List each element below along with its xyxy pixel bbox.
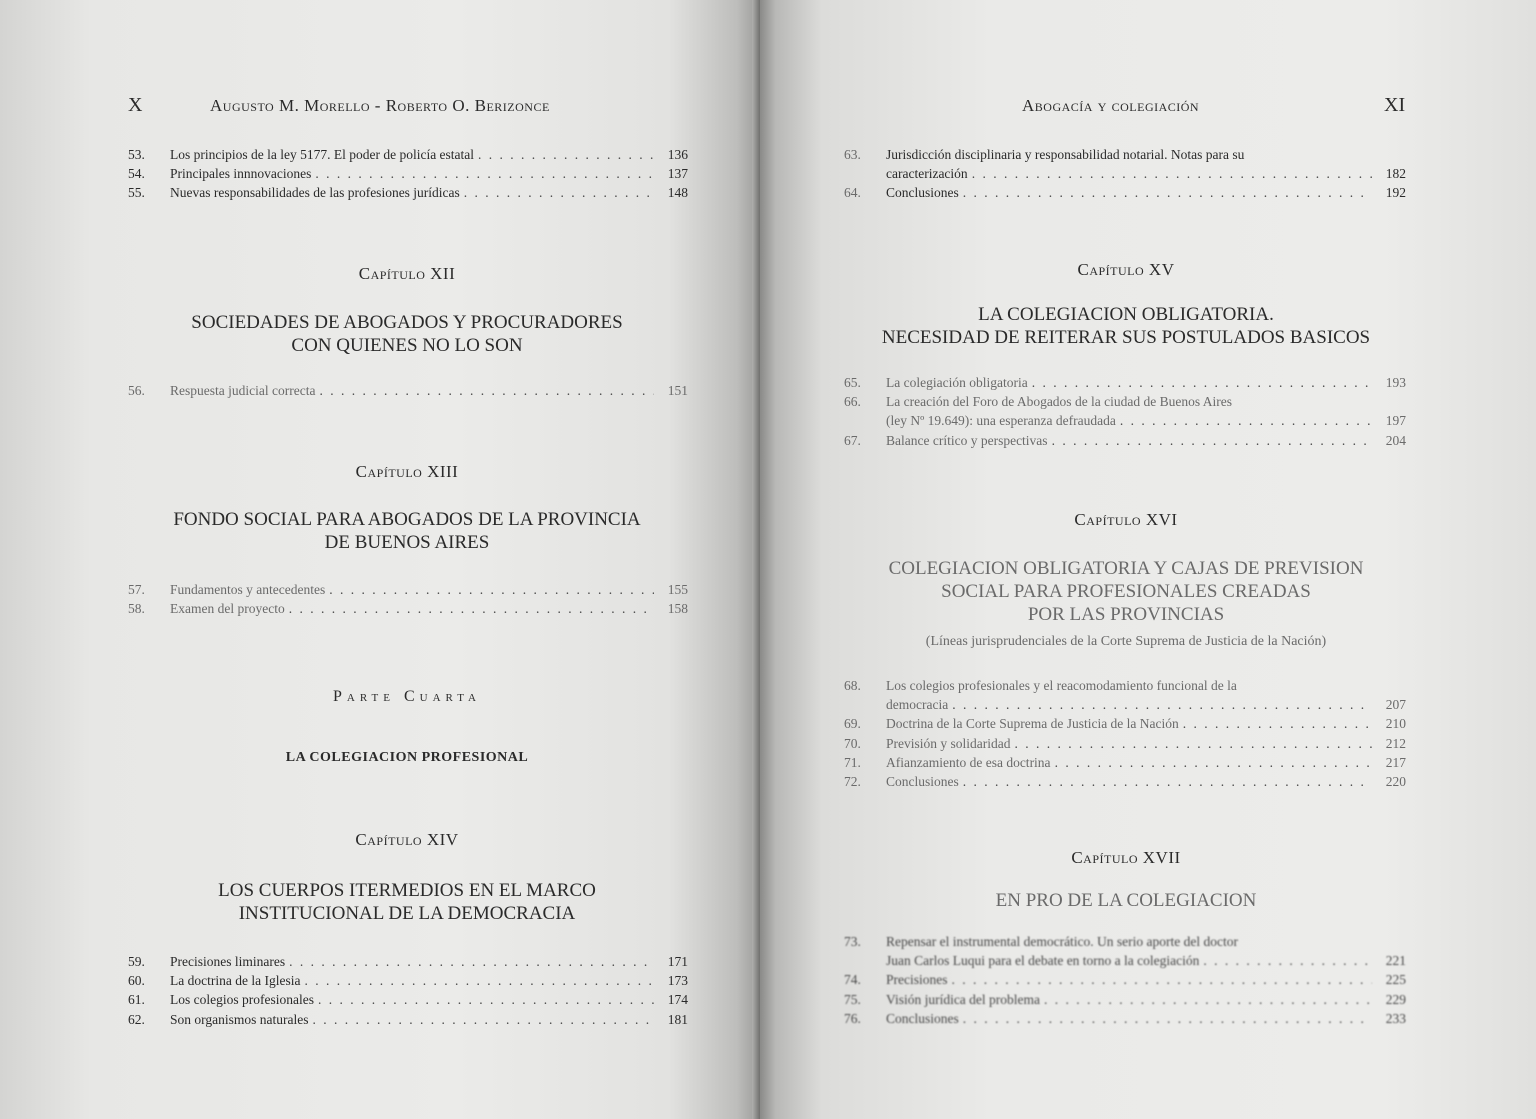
- chapter-subtitle: (Líneas jurisprudenciales de la Corte Suprema de Justicia de la Nación): [925, 634, 1327, 649]
- chapter-title: LA COLEGIACION OBLIGATORIA. NECESIDAD DE REITERAR SUS POSTULADOS BASICOS: [881, 304, 1371, 348]
- chapter-entries: [128, 381, 688, 400]
- right-running-head: Abogacía y colegiación: [1022, 96, 1200, 115]
- toc-entry: 59. Precisiones liminares . . . 171: [128, 952, 688, 971]
- left-page-number: X: [128, 94, 143, 116]
- chapter-entries: [128, 580, 688, 618]
- chapter-entries: [844, 932, 1406, 1028]
- toc-entry: 65. La colegiación obligatoria . . . 193: [844, 373, 1406, 392]
- left-running-head: Augusto M. Morello - Roberto O. Berizonce: [210, 96, 550, 115]
- chapter-entries: [844, 676, 1406, 791]
- toc-entry: 53. Los principios de la ley 5177. El poder de policía estatal . . . 136: [128, 145, 688, 164]
- chapter-title: LOS CUERPOS ITERMEDIOS EN EL MARCO INSTITUCIONAL DE LA DEMOCRACIA: [218, 880, 596, 924]
- toc-entry: 61. Los colegios profesionales . . . 174: [128, 990, 688, 1009]
- chapter-entries: [128, 952, 688, 1029]
- toc-entry: 55. Nuevas responsabilidades de las profesiones jurídicas . . . 148: [128, 183, 688, 202]
- chapter-label: Capítulo XIII: [355, 462, 459, 481]
- part-label: Parte Cuarta: [333, 688, 481, 705]
- right-page-number: XI: [1384, 94, 1406, 116]
- toc-entry: 73. Repensar el instrumental democrático. Un serio aporte del doctor Juan Carlos Luqui para el debate en torno a la colegiación . . . 221: [844, 932, 1406, 970]
- chapter-label: Capítulo XVII: [1071, 848, 1181, 867]
- chapter-label: Capítulo XV: [1077, 260, 1175, 279]
- toc-entry: 57. Fundamentos y antecedentes . . . 155: [128, 580, 688, 599]
- toc-entry: 64. Conclusiones . . . 192: [844, 183, 1406, 202]
- chapter-label: Capítulo XIV: [355, 830, 459, 849]
- chapter-label: Capítulo XII: [358, 264, 456, 283]
- toc-entry: 68. Los colegios profesionales y el reacomodamiento funcional de la democracia . . . 207: [844, 676, 1406, 714]
- left-top-entries: [128, 145, 688, 203]
- toc-entry: 58. Examen del proyecto . . . 158: [128, 599, 688, 618]
- toc-entry: 63. Jurisdicción disciplinaria y responsabilidad notarial. Notas para su caracterización . . . 182: [844, 145, 1406, 183]
- chapter-title: EN PRO DE LA COLEGIACION: [995, 890, 1257, 911]
- toc-entry: 69. Doctrina de la Corte Suprema de Justicia de la Nación . . . 210: [844, 714, 1406, 733]
- toc-entry: 70. Previsión y solidaridad . . . 212: [844, 734, 1406, 753]
- toc-entry: 75. Visión jurídica del problema . . . 229: [844, 990, 1406, 1009]
- right-top-entries: [844, 145, 1406, 203]
- toc-entry: 76. Conclusiones . . . 233: [844, 1009, 1406, 1028]
- toc-entry: 72. Conclusiones . . . 220: [844, 772, 1406, 791]
- left-page: [0, 0, 760, 1119]
- toc-entry: 67. Balance crítico y perspectivas . . . 204: [844, 431, 1406, 450]
- chapter-title: SOCIEDADES DE ABOGADOS Y PROCURADORES CON QUIENES NO LO SON: [191, 312, 623, 356]
- toc-entry: 66. La creación del Foro de Abogados de la ciudad de Buenos Aires (ley Nº 19.649): una esperanza defraudada . . . 197: [844, 392, 1406, 430]
- toc-entry: 56. Respuesta judicial correcta . . . 151: [128, 381, 688, 400]
- toc-entry: 54. Principales innnovaciones . . . 137: [128, 164, 688, 183]
- toc-entry: 60. La doctrina de la Iglesia . . . 173: [128, 971, 688, 990]
- part-title: LA COLEGIACION PROFESIONAL: [285, 750, 529, 765]
- toc-entry: 74. Precisiones . . . 225: [844, 970, 1406, 989]
- right-page: [760, 0, 1536, 1119]
- chapter-label: Capítulo XVI: [1074, 510, 1178, 529]
- chapter-entries: [844, 373, 1406, 450]
- toc-entry: 71. Afianzamiento de esa doctrina . . . 217: [844, 753, 1406, 772]
- toc-entry: 62. Son organismos naturales . . . 181: [128, 1010, 688, 1029]
- chapter-title: FONDO SOCIAL PARA ABOGADOS DE LA PROVINCIA DE BUENOS AIRES: [173, 509, 641, 553]
- chapter-title: COLEGIACION OBLIGATORIA Y CAJAS DE PREVISION SOCIAL PARA PROFESIONALES CREADAS POR LAS PROVINCIAS: [888, 558, 1364, 625]
